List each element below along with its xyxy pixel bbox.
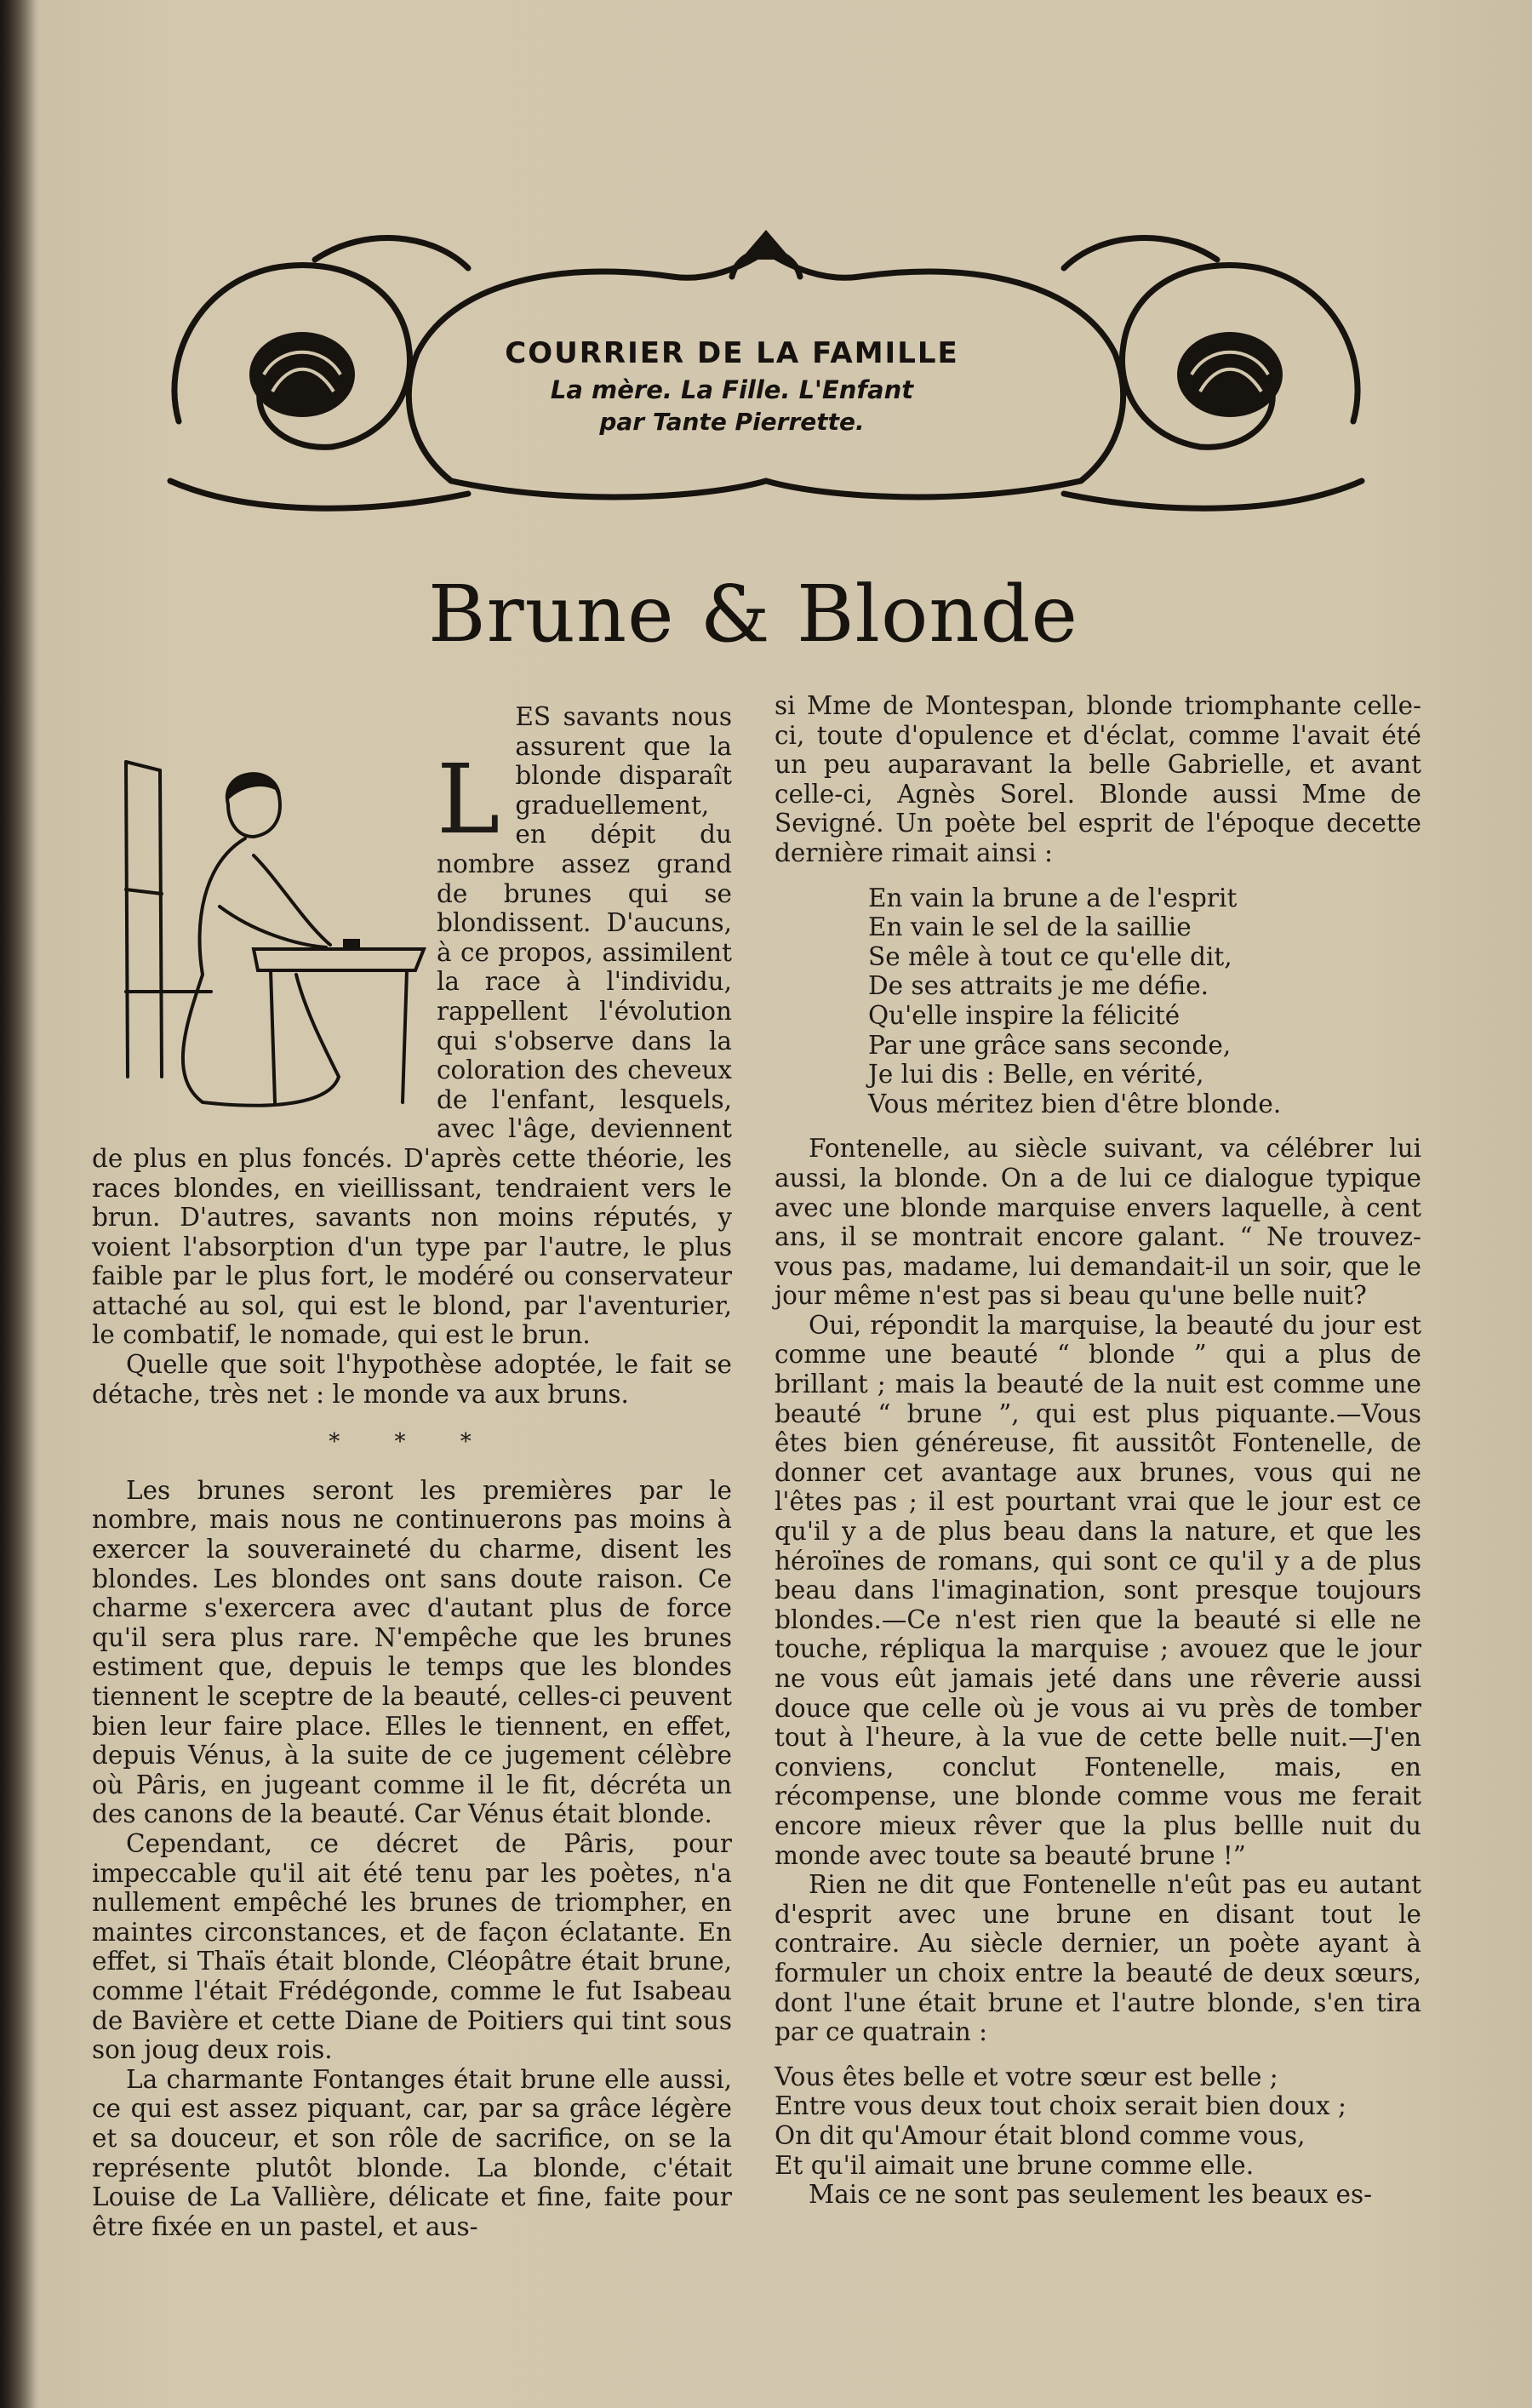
quatrain-line: On dit qu'Amour était blond comme vous,: [775, 2120, 1306, 2150]
paragraph-7: Fontenelle, au siècle suivant, va célébrer lui aussi, la blonde. On a de lui ce dialogue typique avec une blonde marquise envers laquelle, à cent ans, il se montrait encore galant. “ Ne trouvez-vous pas, madame, lui demandait-il un soir, que le jour même n'est pas si beau qu'une belle nuit?: [775, 1134, 1421, 1311]
poem-line: Se mêle à tout ce qu'elle dit,: [868, 941, 1232, 971]
paragraph-3: Les brunes seront les premières par le nombre, mais nous ne continuerons pas moins à exercer la souveraineté du charme, disent les blondes. Les blondes ont sans doute raison. Ce charme s'exercera avec d'autant plus de force qu'il sera plus rare. N'empêche que les brunes estiment que, depuis le temps que les blondes tiennent le sceptre de la beauté, celles-ci peuvent bien leur faire place. Elles le tiennent, en effet, depuis Vénus, à la suite de ce jugement célèbre où Pâris, en jugeant comme il le fit, décréta un des canons de la beauté. Car Vénus était blonde.: [92, 1475, 732, 1829]
poem-line: Qu'elle inspire la félicité: [868, 1000, 1180, 1030]
paragraph-9: Rien ne dit que Fontenelle n'eût pas eu autant d'esprit avec une brune en disant tout le contraire. Au siècle dernier, un poète ayant à formuler un choix entre la beauté de deux sœurs, dont l'une était brune et l'autre blonde, s'en tira par ce quatrain :: [775, 1870, 1421, 2047]
paragraph-5: La charmante Fontanges était brune elle aussi, ce qui est assez piquant, car, par sa grâce légère et sa douceur, et son rôle de sacrifice, on se la représente plutôt blonde. La blonde, c'était Louise de La Vallière, délicate et fine, faite pour être fixée en un pastel, et aus-: [92, 2064, 732, 2241]
woman-at-desk-illustration: [109, 736, 428, 1115]
paragraph-10: Mais ce ne sont pas seulement les beaux es-: [809, 2180, 1373, 2210]
left-column: [92, 702, 732, 2302]
poem-stanza: [868, 884, 1421, 1119]
drop-cap: L: [437, 745, 500, 855]
quatrain: [775, 2062, 1421, 2180]
paragraph-4: Cependant, ce décret de Pâris, pour impeccable qu'il ait été tenu par les poètes, n'a nullement empêché les brunes de triompher, en maintes circonstances, et de façon éclatante. En effet, si Thaïs était blonde, Cléopâtre était brune, comme l'était Frédégonde, comme le fut Isabeau de Bavière et cette Diane de Poitiers qui tint sous son joug deux rois.: [92, 1828, 732, 2065]
section-title: COURRIER DE LA FAMILLE: [505, 336, 959, 370]
paragraph-intro: ES savants nous assurent que la blonde disparaît graduellement, en dépit du nombre assez grand de brunes qui se blondissent. D'aucuns, à ce propos, assimilent la race à l'individu, rappellent l'évolution qui s'observe dans la coloration des cheveux de l'enfant, lesquels, avec l'âge, deviennent de plus en plus foncés. D'après cette théorie, les races blondes, en vieillissant, tendraient vers le brun. D'autres, savants non moins réputés, y voient l'absorption d'un type par l'autre, le plus faible par le plus fort, le modéré ou conservateur attaché au sol, qui est le blond, par l'aventurier, le combatif, le nomade, qui est le brun.: [92, 702, 732, 1350]
paragraph-6: si Mme de Montespan, blonde triomphante celle-ci, toute d'opulence et d'éclat, comme l'avait été un peu auparavant la belle Gabrielle, et avant celle-ci, Agnès Sorel. Blonde aussi Mme de Sevigné. Un poète bel esprit de l'époque decette dernière rimait ainsi :: [775, 691, 1421, 867]
section-separator: * * *: [329, 1429, 495, 1456]
right-column: [775, 691, 1421, 2291]
poem-line: Vous méritez bien d'être blonde.: [868, 1089, 1282, 1118]
paragraph-2: Quelle que soit l'hypothèse adoptée, le fait se détache, très net : le monde va aux bruns.: [92, 1350, 732, 1409]
quatrain-line: Vous êtes belle et votre sœur est belle ;: [775, 2062, 1278, 2091]
quatrain-line: Entre vous deux tout choix serait bien doux ;: [775, 2091, 1346, 2121]
section-byline: par Tante Pierrette.: [599, 408, 865, 436]
section-subtitle: La mère. La Fille. L'Enfant: [550, 375, 914, 404]
poem-line: Par une grâce sans seconde,: [868, 1030, 1232, 1060]
paragraph-8: Oui, répondit la marquise, la beauté du jour est comme une beauté “ blonde ” qui a plus de brillant ; mais la beauté de la nuit est comme une beauté “ brune ”, qui est plus piquante.—Vous êtes bien généreuse, fit aussitôt Fontenelle, de donner cet avantage aux brunes, vous qui ne l'êtes pas ; il est pourtant vrai que le jour est ce qu'il y a de plus beau dans la nature, et que les héroïnes de romans, qui sont ce qu'il y a de plus beau dans l'imagination, sont presque toujours blondes.—Ce n'est rien que la beauté si elle ne touche, répliqua la marquise ; avouez que le jour ne vous eût jamais jeté dans une rêverie aussi douce que celle où je vous ai vu près de tomber tout à l'heure, à la vue de cette belle nuit.—J'en conviens, conclut Fontenelle, mais, en récompense, une blonde comme vous me ferait encore mieux rêver que la plus bellle nuit du monde avec toute sa beauté brune !”: [775, 1310, 1421, 1870]
poem-line: Je lui dis : Belle, en vérité,: [868, 1060, 1204, 1090]
binding-shadow: [0, 0, 39, 2408]
poem-line: En vain la brune a de l'esprit: [868, 883, 1238, 912]
poem-line: De ses attraits je me défie.: [868, 971, 1209, 1001]
article-title: Brune & Blonde: [428, 569, 1078, 660]
banner-text: [477, 336, 987, 436]
quatrain-line: Et qu'il aimait une brune comme elle.: [775, 2150, 1255, 2180]
poem-line: En vain le sel de la saillie: [868, 912, 1192, 942]
